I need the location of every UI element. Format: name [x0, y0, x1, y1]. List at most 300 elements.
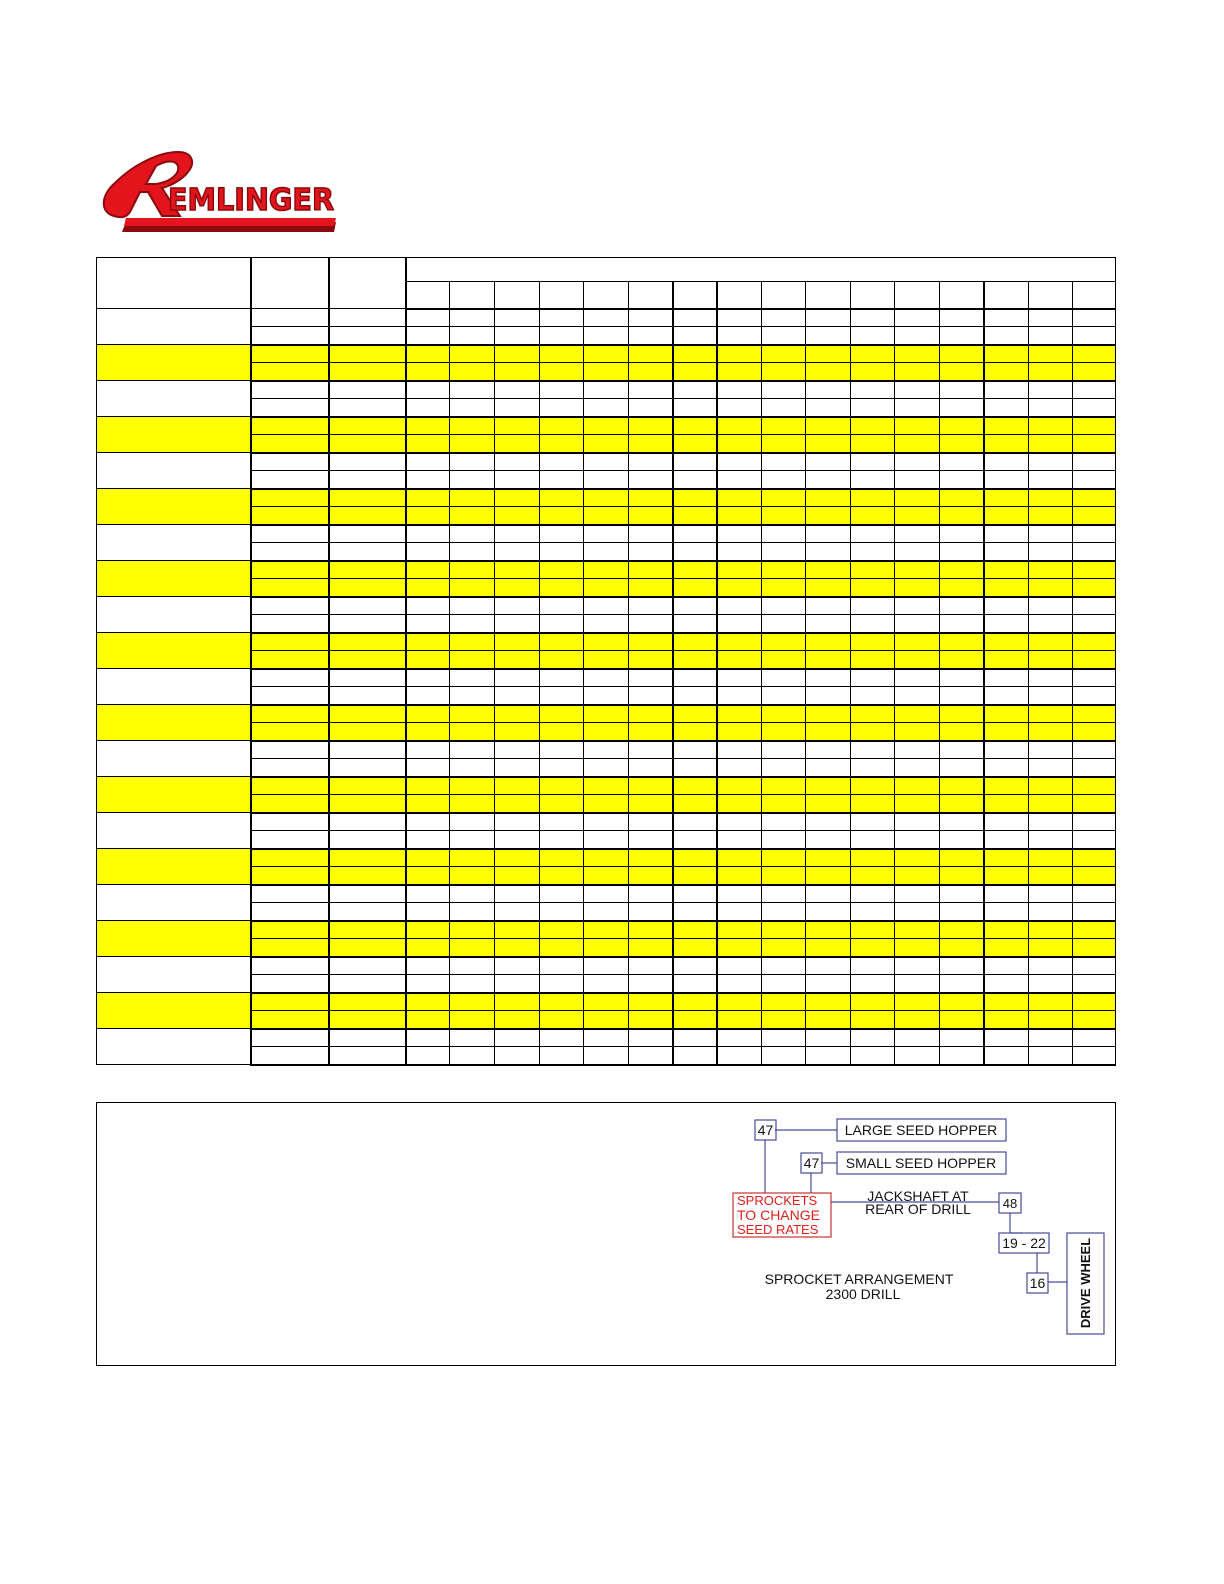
table-cell — [1029, 993, 1073, 1011]
table-cell — [329, 669, 406, 687]
table-cell — [584, 1011, 629, 1029]
table-cell — [673, 867, 717, 885]
diagram-title-line1: SPROCKET ARRANGEMENT — [764, 1271, 954, 1287]
table-cell — [495, 957, 540, 975]
large-hopper-sprocket-value: 47 — [757, 1122, 774, 1138]
table-cell — [584, 777, 629, 795]
table-cell — [984, 867, 1029, 885]
table-cell — [717, 831, 762, 849]
table-cell — [673, 381, 717, 399]
table-cell — [895, 579, 940, 597]
table-cell — [1029, 939, 1073, 957]
table-cell — [450, 921, 495, 939]
table-cell — [251, 1011, 329, 1029]
table-cell — [984, 957, 1029, 975]
table-cell — [895, 723, 940, 741]
table-cell — [629, 633, 673, 651]
table-cell — [806, 489, 851, 507]
table-cell — [673, 705, 717, 723]
table-cell — [1029, 327, 1073, 345]
table-cell — [984, 381, 1029, 399]
table-cell — [806, 579, 851, 597]
table-cell — [251, 975, 329, 993]
table-cell — [329, 651, 406, 669]
table-cell — [940, 381, 984, 399]
table-cell — [1029, 345, 1073, 363]
table-cell — [251, 363, 329, 381]
table-cell — [584, 1047, 629, 1065]
table-cell — [717, 651, 762, 669]
table-cell — [1073, 903, 1116, 921]
table-cell — [251, 849, 329, 867]
table-cell — [940, 669, 984, 687]
table-cell — [940, 597, 984, 615]
table-cell — [1073, 327, 1116, 345]
table-cell — [251, 381, 329, 399]
table-cell — [584, 615, 629, 633]
table-cell — [806, 453, 851, 471]
table-cell — [406, 1047, 450, 1065]
table-cell — [895, 921, 940, 939]
table-cell — [984, 741, 1029, 759]
table-cell — [895, 381, 940, 399]
table-cell — [806, 399, 851, 417]
table-cell — [1029, 903, 1073, 921]
table-cell — [717, 687, 762, 705]
table-cell — [329, 435, 406, 453]
table-cell — [251, 705, 329, 723]
table-cell — [406, 363, 450, 381]
table-cell — [540, 921, 584, 939]
table-cell — [895, 507, 940, 525]
table-cell — [540, 435, 584, 453]
table-cell — [851, 1011, 895, 1029]
table-cell — [406, 615, 450, 633]
crop-cell — [97, 345, 251, 381]
table-cell — [1029, 849, 1073, 867]
table-cell — [495, 489, 540, 507]
table-cell — [717, 993, 762, 1011]
table-cell — [251, 435, 329, 453]
table-cell — [450, 957, 495, 975]
table-cell — [251, 813, 329, 831]
table-cell — [584, 363, 629, 381]
table-cell — [629, 381, 673, 399]
table-cell — [495, 579, 540, 597]
table-cell — [629, 1029, 673, 1047]
table-cell — [673, 561, 717, 579]
table-cell — [629, 759, 673, 777]
table-cell — [673, 813, 717, 831]
table-cell — [584, 885, 629, 903]
table-cell — [540, 363, 584, 381]
table-cell — [251, 903, 329, 921]
table-cell — [762, 561, 806, 579]
table-cell — [895, 795, 940, 813]
table-cell — [895, 399, 940, 417]
table-cell — [450, 1047, 495, 1065]
table-cell — [1073, 507, 1116, 525]
table-cell — [1029, 1047, 1073, 1065]
table-cell — [851, 489, 895, 507]
table-cell — [450, 849, 495, 867]
table-cell — [540, 903, 584, 921]
table-cell — [984, 489, 1029, 507]
table-cell — [450, 939, 495, 957]
sprocket-arrangement-diagram — [97, 1103, 1115, 1365]
table-cell — [629, 867, 673, 885]
table-cell — [406, 669, 450, 687]
crop-cell — [97, 849, 251, 885]
table-cell — [450, 417, 495, 435]
table-cell — [851, 741, 895, 759]
table-cell — [940, 867, 984, 885]
table-cell — [673, 903, 717, 921]
table-cell — [329, 597, 406, 615]
table-cell — [1029, 471, 1073, 489]
table-cell — [450, 777, 495, 795]
table-cell — [851, 435, 895, 453]
table-row — [97, 705, 1116, 723]
table-cell — [406, 327, 450, 345]
table-cell — [673, 597, 717, 615]
table-cell — [895, 543, 940, 561]
table-cell — [450, 309, 495, 327]
table-cell — [851, 885, 895, 903]
table-cell — [495, 921, 540, 939]
crop-cell — [97, 921, 251, 957]
table-cell — [984, 633, 1029, 651]
table-cell — [806, 903, 851, 921]
table-cell — [251, 885, 329, 903]
table-cell — [806, 921, 851, 939]
table-cell — [717, 795, 762, 813]
table-cell — [406, 921, 450, 939]
small-hopper-label: SMALL SEED HOPPER — [845, 1155, 997, 1171]
table-cell — [540, 831, 584, 849]
small-hopper-sprocket-value: 47 — [803, 1155, 820, 1171]
table-cell — [540, 345, 584, 363]
table-cell — [495, 813, 540, 831]
table-cell — [851, 363, 895, 381]
table-cell — [584, 435, 629, 453]
table-cell — [762, 1047, 806, 1065]
range-sprocket-value: 19 - 22 — [1002, 1235, 1046, 1251]
table-cell — [762, 795, 806, 813]
table-cell — [495, 1029, 540, 1047]
table-cell — [406, 489, 450, 507]
table-cell — [762, 615, 806, 633]
table-cell — [629, 453, 673, 471]
table-cell — [1029, 813, 1073, 831]
table-cell — [329, 885, 406, 903]
table-cell — [406, 993, 450, 1011]
table-cell — [1029, 687, 1073, 705]
table-cell — [806, 597, 851, 615]
table-cell — [495, 993, 540, 1011]
table-cell — [584, 993, 629, 1011]
table-cell — [806, 417, 851, 435]
table-cell — [984, 363, 1029, 381]
table-cell — [329, 867, 406, 885]
table-cell — [806, 651, 851, 669]
table-cell — [673, 435, 717, 453]
diagram-title-line2: 2300 DRILL — [825, 1286, 901, 1302]
table-cell — [450, 579, 495, 597]
table-cell — [329, 345, 406, 363]
table-cell — [251, 957, 329, 975]
header-column-3 — [329, 258, 406, 309]
table-cell — [851, 381, 895, 399]
table-cell — [329, 417, 406, 435]
table-cell — [851, 723, 895, 741]
table-cell — [984, 507, 1029, 525]
table-cell — [329, 1029, 406, 1047]
table-cell — [540, 759, 584, 777]
table-cell — [495, 309, 540, 327]
table-cell — [984, 597, 1029, 615]
table-cell — [806, 615, 851, 633]
table-cell — [1029, 957, 1073, 975]
table-cell — [717, 615, 762, 633]
crop-cell — [97, 705, 251, 741]
table-cell — [940, 453, 984, 471]
table-cell — [984, 345, 1029, 363]
table-cell — [673, 417, 717, 435]
table-cell — [329, 489, 406, 507]
table-cell — [406, 309, 450, 327]
table-cell — [540, 1011, 584, 1029]
table-cell — [495, 525, 540, 543]
table-cell — [717, 1029, 762, 1047]
table-cell — [1073, 633, 1116, 651]
table-cell — [1073, 1029, 1116, 1047]
table-cell — [851, 795, 895, 813]
table-cell — [584, 1029, 629, 1047]
table-cell — [251, 1047, 329, 1065]
table-cell — [406, 813, 450, 831]
table-cell — [806, 705, 851, 723]
table-cell — [984, 309, 1029, 327]
table-cell — [940, 1029, 984, 1047]
change-sprockets-line3: SEED RATES — [737, 1222, 819, 1237]
table-cell — [762, 867, 806, 885]
table-cell — [851, 345, 895, 363]
table-cell — [1073, 417, 1116, 435]
remlinger-logo — [96, 146, 346, 238]
table-cell — [495, 543, 540, 561]
table-cell — [251, 741, 329, 759]
table-cell — [762, 453, 806, 471]
table-cell — [717, 363, 762, 381]
table-cell — [495, 345, 540, 363]
table-cell — [1029, 741, 1073, 759]
table-cell — [717, 777, 762, 795]
table-cell — [1029, 453, 1073, 471]
table-cell — [629, 507, 673, 525]
table-cell — [1029, 363, 1073, 381]
table-cell — [806, 507, 851, 525]
table-cell — [450, 1011, 495, 1029]
table-cell — [673, 471, 717, 489]
table-cell — [406, 453, 450, 471]
table-cell — [984, 453, 1029, 471]
table-cell — [806, 723, 851, 741]
table-cell — [984, 795, 1029, 813]
table-cell — [717, 381, 762, 399]
table-cell — [673, 957, 717, 975]
table-cell — [895, 885, 940, 903]
table-cell — [495, 669, 540, 687]
table-cell — [851, 993, 895, 1011]
crop-cell — [97, 741, 251, 777]
table-cell — [851, 597, 895, 615]
table-cell — [1073, 867, 1116, 885]
jackshaft-line2: REAR OF DRILL — [865, 1201, 971, 1217]
table-cell — [673, 939, 717, 957]
table-cell — [1029, 579, 1073, 597]
table-cell — [762, 939, 806, 957]
table-cell — [495, 327, 540, 345]
table-cell — [251, 615, 329, 633]
table-cell — [450, 561, 495, 579]
table-cell — [762, 741, 806, 759]
table-cell — [251, 471, 329, 489]
header-rate-span — [406, 258, 1116, 282]
table-cell — [584, 579, 629, 597]
table-cell — [717, 489, 762, 507]
crop-cell — [97, 453, 251, 489]
table-row — [97, 489, 1116, 507]
table-cell — [495, 867, 540, 885]
table-cell — [940, 489, 984, 507]
table-cell — [329, 615, 406, 633]
table-cell — [984, 525, 1029, 543]
table-cell — [629, 993, 673, 1011]
table-cell — [762, 975, 806, 993]
table-cell — [406, 525, 450, 543]
table-cell — [329, 327, 406, 345]
crop-cell — [97, 489, 251, 525]
table-cell — [329, 993, 406, 1011]
table-cell — [806, 363, 851, 381]
table-cell — [1029, 705, 1073, 723]
table-cell — [584, 543, 629, 561]
table-cell — [406, 651, 450, 669]
table-cell — [762, 759, 806, 777]
crop-cell — [97, 417, 251, 453]
seed-rate-table — [96, 257, 1116, 1066]
table-cell — [329, 453, 406, 471]
table-cell — [251, 795, 329, 813]
table-cell — [1029, 381, 1073, 399]
table-cell — [450, 363, 495, 381]
table-cell — [584, 705, 629, 723]
table-cell — [584, 471, 629, 489]
table-cell — [540, 741, 584, 759]
table-cell — [940, 1011, 984, 1029]
table-cell — [940, 579, 984, 597]
table-cell — [940, 957, 984, 975]
table-cell — [450, 507, 495, 525]
table-cell — [629, 309, 673, 327]
table-cell — [940, 759, 984, 777]
table-cell — [251, 831, 329, 849]
table-cell — [1073, 543, 1116, 561]
table-cell — [940, 687, 984, 705]
table-cell — [540, 1047, 584, 1065]
crop-cell — [97, 885, 251, 921]
table-cell — [940, 723, 984, 741]
table-row — [97, 525, 1116, 543]
table-cell — [851, 939, 895, 957]
table-cell — [1073, 849, 1116, 867]
table-cell — [673, 309, 717, 327]
table-cell — [717, 1047, 762, 1065]
table-cell — [629, 543, 673, 561]
table-cell — [940, 309, 984, 327]
table-cell — [851, 705, 895, 723]
table-cell — [450, 705, 495, 723]
table-cell — [406, 885, 450, 903]
table-cell — [673, 1011, 717, 1029]
table-cell — [495, 561, 540, 579]
table-cell — [717, 939, 762, 957]
table-cell — [717, 849, 762, 867]
table-cell — [895, 687, 940, 705]
table-cell — [1073, 687, 1116, 705]
table-cell — [495, 651, 540, 669]
table-cell — [673, 525, 717, 543]
table-cell — [540, 561, 584, 579]
table-cell — [895, 1047, 940, 1065]
table-cell — [629, 615, 673, 633]
header-rate-cell — [406, 282, 450, 309]
table-cell — [940, 435, 984, 453]
table-row — [97, 669, 1116, 687]
crop-cell — [97, 597, 251, 633]
table-cell — [673, 633, 717, 651]
table-cell — [940, 939, 984, 957]
table-cell — [851, 507, 895, 525]
table-cell — [806, 525, 851, 543]
table-cell — [629, 723, 673, 741]
table-cell — [673, 687, 717, 705]
table-cell — [406, 471, 450, 489]
table-cell — [851, 543, 895, 561]
table-cell — [717, 435, 762, 453]
table-cell — [673, 543, 717, 561]
table-cell — [251, 993, 329, 1011]
table-cell — [851, 1029, 895, 1047]
table-cell — [629, 435, 673, 453]
table-cell — [717, 957, 762, 975]
table-cell — [1029, 507, 1073, 525]
table-cell — [673, 489, 717, 507]
table-cell — [584, 867, 629, 885]
table-cell — [895, 651, 940, 669]
table-cell — [984, 435, 1029, 453]
table-cell — [629, 525, 673, 543]
table-cell — [1073, 525, 1116, 543]
table-cell — [717, 975, 762, 993]
table-cell — [450, 723, 495, 741]
table-cell — [540, 813, 584, 831]
table-cell — [717, 561, 762, 579]
table-cell — [406, 399, 450, 417]
table-cell — [984, 921, 1029, 939]
table-cell — [406, 597, 450, 615]
